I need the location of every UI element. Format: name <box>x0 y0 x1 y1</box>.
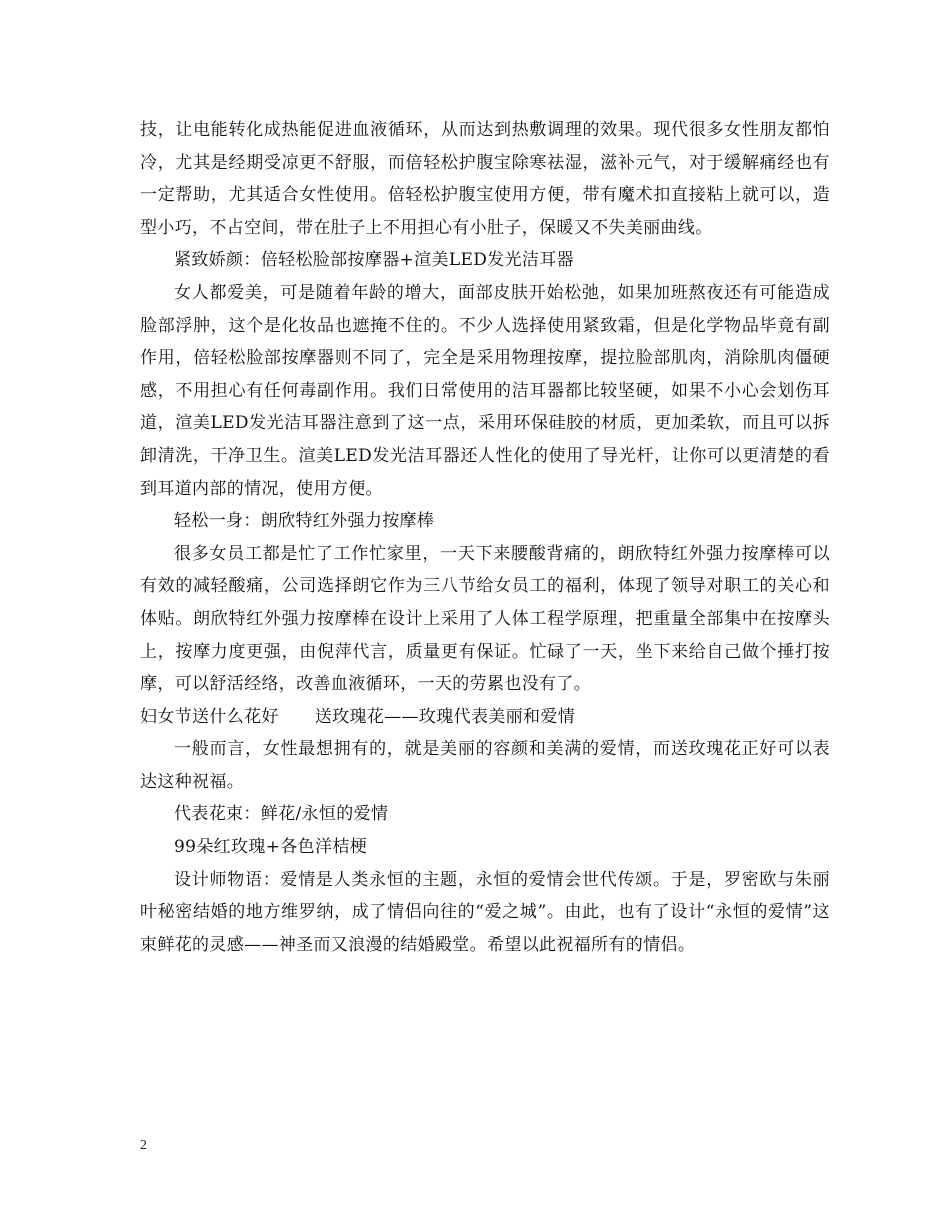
heading-line-flowers <box>140 701 830 734</box>
paragraph-heating-belt: 技，让电能转化成热能促进血液循环，从而达到热敷调理的效果。现代很多女性朋友都怕冷，尤其是经期受凉更不舒服，而倍轻松护腹宝除寒祛湿，滋补元气，对于缓解痛经也有一定帮助，尤其适合女性使用。倍轻松护腹宝使用方便，带有魔术扣直接粘上就可以，造型小巧，不占空间，带在肚子上不用担心有小肚子，保暖又不失美丽曲线。 <box>140 120 830 238</box>
page-number: 2 <box>140 1138 147 1153</box>
subheading-firming-beauty: 紧致娇颜：倍轻松脸部按摩器+渲美LED发光洁耳器 <box>174 250 574 271</box>
paragraph-roses-wish: 一般而言，女性最想拥有的，就是美丽的容颜和美满的爱情，而送玫瑰花正好可以表达这种祝福。 <box>140 739 830 792</box>
subheading-bouquet-content: 99朵红玫瑰+各色洋桔梗 <box>174 837 368 858</box>
document-body <box>140 114 830 961</box>
heading-send-roses: 送玫瑰花——玫瑰代表美丽和爱情 <box>314 706 576 727</box>
subheading-relaxed-body: 轻松一身：朗欣特红外强力按摩棒 <box>174 511 435 532</box>
paragraph-designer-words: 设计师物语：爱情是人类永恒的主题，永恒的爱情会世代传颂。于是，罗密欧与朱丽叶秘密结婚的地方维罗纳，成了情侣向往的“爱之城”。由此，也有了设计“永恒的爱情”这束鲜花的灵感——神圣而又浪漫的结婚殿堂。希望以此祝福所有的情侣。 <box>140 869 830 955</box>
paragraph-face-massager: 女人都爱美，可是随着年龄的增大，面部皮肤开始松弛，如果加班熬夜还有可能造成脸部浮肿，这个是化妆品也遮掩不住的。不少人选择使用紧致霜，但是化学物品毕竟有副作用，倍轻松脸部按摩器则不同了，完全是采用物理按摩，提拉脸部肌肉，消除肌肉僵硬感，不用担心有任何毒副作用。我们日常使用的洁耳器都比较坚硬，如果不小心会划伤耳道，渲美LED发光洁耳器注意到了这一点，采用环保硅胶的材质，更加柔软，而且可以拆卸清洗，干净卫生。渲美LED发光洁耳器还人性化的使用了导光杆，让你可以更清楚的看到耳道内部的情况，使用方便。 <box>140 282 830 499</box>
heading-what-flowers: 妇女节送什么花好 <box>140 706 279 727</box>
paragraph-massage-stick: 很多女员工都是忙了工作忙家里，一天下来腰酸背痛的，朗欣特红外强力按摩棒可以有效的减轻酸痛，公司选择朗它作为三八节给女员工的福利，体现了领导对职工的关心和体贴。朗欣特红外强力按摩棒在设计上采用了人体工程学原理，把重量全部集中在按摩头上，按摩力度更强，由倪萍代言，质量更有保证。忙碌了一天，坐下来给自己做个捶打按摩，可以舒活经络，改善血液循环，一天的劳累也没有了。 <box>140 543 830 695</box>
subheading-bouquet: 代表花束：鲜花/永恒的爱情 <box>174 804 389 825</box>
